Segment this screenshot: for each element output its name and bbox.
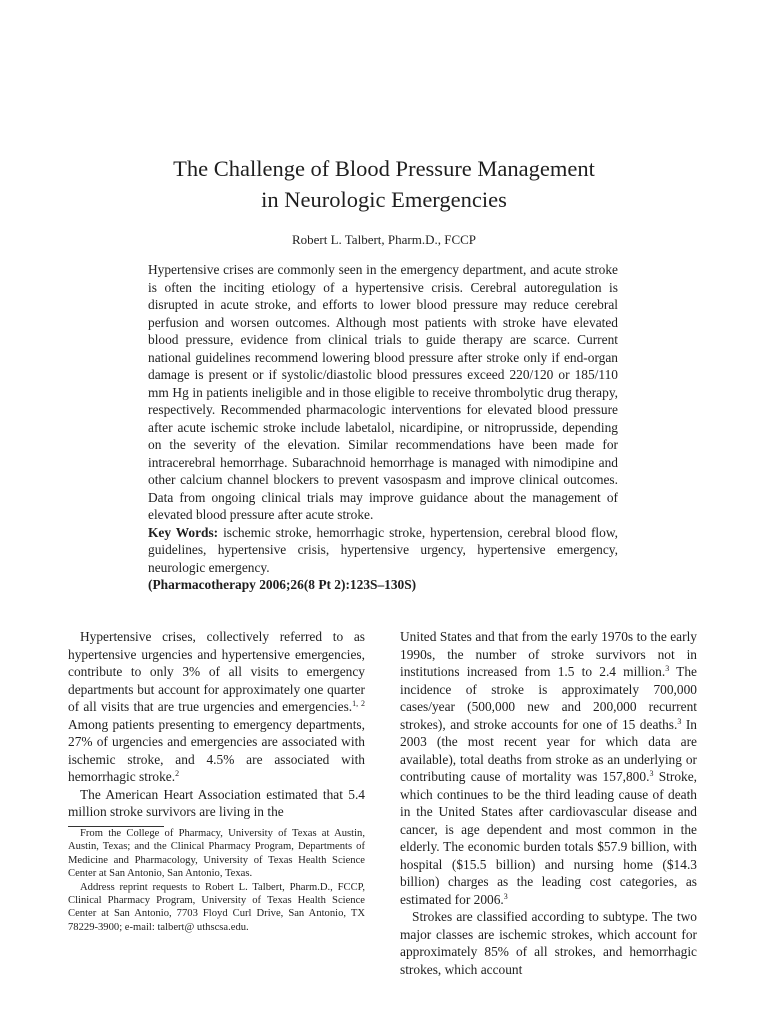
keywords (148, 524, 618, 577)
body-column-left (68, 628, 365, 821)
citation-superscript: 3 (649, 769, 654, 778)
body-text: United States and that from the early 1970s to the early 1990s, the number of stroke survivors not in institutions increased from 1.5 to 2.4 million. (400, 629, 697, 679)
citation-superscript: 2 (175, 769, 180, 778)
citation-superscript: 3 (665, 664, 670, 673)
reprint-footnote: Address reprint requests to Robert L. Talbert, Pharm.D., FCCP, Clinical Pharmacy Program, University of Texas Health Science Center at San Antonio, 7703 Floyd Curl Drive, San Antonio, TX 78229-3900; e-mail: talbert@ uthscsa.edu. (68, 881, 365, 933)
body-paragraph: The American Heart Association estimated that 5.4 million stroke survivors are living in the (68, 786, 365, 819)
citation (148, 576, 618, 594)
article-title (0, 153, 768, 215)
abstract-text: Hypertensive crises are commonly seen in the emergency department, and acute stroke is often the inciting etiology of a hypertensive crisis. Cerebral autoregulation is disrupted in acute stroke, and efforts to lower blood pressure may reduce cerebral perfusion and worsen outcomes. Although most patients with stroke have elevated blood pressure, evidence from clinical trials to guide therapy are scarce. Current national guidelines recommend lowering blood pressure after stroke only if end-organ damage is present or if systolic/diastolic blood pressures exceed 220/120 or 185/110 mm Hg in patients ineligible and in those eligible to receive thrombolytic drug therapy, respectively. Recommended pharmacologic interventions for elevated blood pressure after acute ischemic stroke include labetalol, nicardipine, or nitroprusside, depending on the severity of the elevation. Similar recommendations have been made for intracerebral hemorrhage. Subarachnoid hemorrhage is managed with nimodipine and other calcium channel blockers to prevent vasospasm and improve clinical outcomes. Data from ongoing clinical trials may improve guidance about the management of elevated blood pressure after acute stroke. (148, 262, 618, 522)
affiliation-footnote: From the College of Pharmacy, University of Texas at Austin, Austin, Texas; and the Clinical Pharmacy Program, Departments of Medicine and Pharmacology, University of Texas Health Science Center at San Antonio, San Antonio, Texas. (68, 828, 365, 880)
body-text: The incidence of stroke is approximately 700,000 cases/year (500,000 new and 200,000 recurrent strokes), and stroke accounts for one of 15 deaths. (400, 664, 697, 732)
citation-superscript: 3 (503, 891, 508, 901)
body-paragraph: Strokes are classified according to subtype. The two major classes are ischemic strokes, which account for approximately 85% of all strokes, and hemorrhagic strokes, which account (400, 909, 697, 977)
keywords-list: ischemic stroke, hemorrhagic stroke, hypertension, cerebral blood flow, guidelines, hypertensive crisis, hypertensive urgency, hypertensive emergency, neurologic emergency. (148, 524, 618, 575)
title-line-2: in Neurologic Emergencies (261, 187, 507, 212)
keywords-label: Key Words: (148, 524, 219, 540)
citation-superscript: 1, 2 (352, 699, 365, 708)
body-text: In 2003 (the most recent year for which data are available), total deaths from stroke as an underlying or contributing cause of mortality was 157,800. (400, 716, 697, 784)
footnotes (68, 827, 365, 934)
citation-text: (Pharmacotherapy 2006;26(8 Pt 2):123S–130S) (148, 577, 417, 592)
body-paragraph (400, 628, 697, 908)
body-text: Stroke, which continues to be the third leading cause of death in the United States after cardiovascular disease and cancer, is age dependent and most common in the elderly. The economic burden totals $57.9 billion, with hospital ($15.5 billion) and nursing home ($14.3 billion) charges as the leading cost categories, as estimated for 2006. (400, 769, 698, 907)
abstract (148, 261, 618, 594)
body-column-right (400, 628, 697, 978)
citation-superscript: 3 (677, 716, 682, 726)
title-line-1: The Challenge of Blood Pressure Management (173, 156, 595, 181)
body-paragraph (68, 628, 365, 786)
author-byline: Robert L. Talbert, Pharm.D., FCCP (291, 232, 477, 247)
body-text: Among patients presenting to emergency departments, 27% of urgencies and emergencies are associated with ischemic stroke, and 4.5% are associated with hemorrhagic stroke. (68, 716, 365, 784)
body-text: Hypertensive crises, collectively referred to as hypertensive urgencies and hypertensive emergencies, contribute to only 3% of all visits to emergency departments but account for approximately one quarter of all visits that are true urgencies and emergencies. (68, 629, 365, 714)
